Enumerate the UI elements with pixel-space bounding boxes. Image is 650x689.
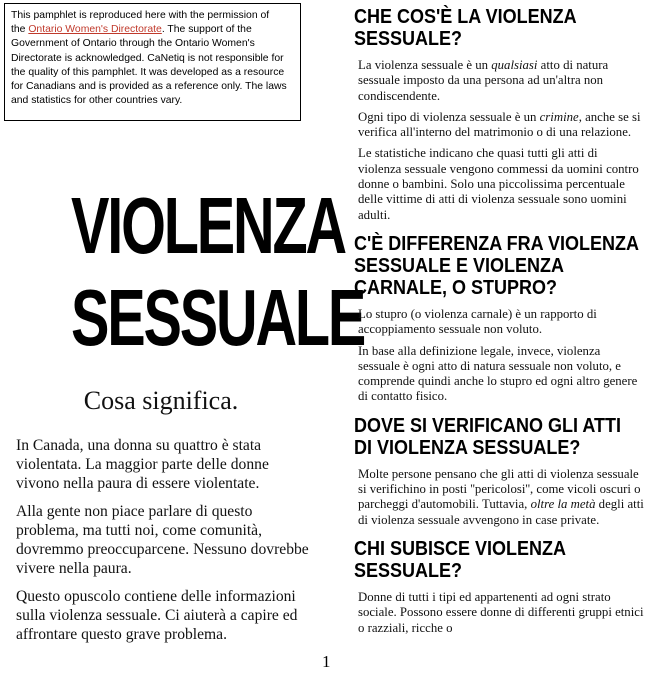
- section-heading: C'È DIFFERENZA FRA VIOLENZA SESSUALE E VIOLENZA CARNALE, O STUPRO?: [354, 232, 639, 299]
- section-heading: CHE COS'È LA VIOLENZA SESSUALE?: [354, 6, 576, 50]
- ontario-womens-directorate-link[interactable]: Ontario Women's Directorate: [28, 24, 162, 36]
- cover-title-line1: VIOLENZA: [71, 181, 345, 270]
- notice-text-prelink: the: [11, 24, 29, 36]
- text-run: Molte persone pensano che gli atti di violenza sessuale si verifichino in posti ''pericolosi'', come vicoli oscuri o parcheggi d'automobili. Tuttavia,: [358, 466, 641, 512]
- section-paragraph: [354, 58, 644, 104]
- intro-paragraph-2: Alla gente non piace parlare di questo problema, ma tutti noi, come comunità, dovremmo preoccuparcene. Nessuno dovrebbe vivere nella paura.: [16, 503, 309, 577]
- section-paragraph: Le statistiche indicano che quasi tutti gli atti di violenza sessuale vengono commessi da uomini contro donne o bambini. Solo una piccolissima percentuale delle vittime di atti di violenza sessuale sono uomini adulti.: [358, 146, 639, 222]
- section-heading: DOVE SI VERIFICANO GLI ATTI DI VIOLENZA SESSUALE?: [354, 414, 622, 459]
- permission-notice: [4, 3, 301, 121]
- cover-column: [0, 130, 365, 685]
- emphasis: oltre la metà: [530, 497, 596, 512]
- section-heading: CHI SUBISCE VIOLENZA SESSUALE?: [354, 537, 566, 582]
- section-paragraph: In base alla definizione legale, invece, violenza sessuale è ogni atto di natura sessuale non voluto, e comprende quindi anche lo stupro ed ogni altro genere di contatto fisico.: [358, 343, 638, 404]
- text-run: Ogni tipo di violenza sessuale è un: [358, 109, 540, 124]
- intro-text: [16, 436, 314, 653]
- text-run: degli atti di violenza sessuale avvengono in case private.: [358, 497, 644, 527]
- text-run: La violenza sessuale è un: [358, 58, 492, 72]
- text-run: , anche se si verifica all'interno del matrimonio o di una relazione.: [358, 109, 641, 140]
- content-column: [354, 6, 644, 646]
- page-number: 1: [322, 652, 331, 671]
- intro-paragraph-1: In Canada, una donna su quattro è stata violentata. La maggior parte delle donne vivono nella paura di essere violentate.: [16, 437, 269, 492]
- section-paragraph: [354, 467, 644, 528]
- section-paragraph: [354, 110, 644, 141]
- section-where: [354, 415, 644, 528]
- section-what-is: [354, 6, 644, 223]
- section-paragraph: Donne di tutti i tipi ed appartenenti ad ogni strato sociale. Possono essere donne di differenti gruppi etnici o razziali, ricche o: [358, 589, 644, 635]
- intro-paragraph-3: Questo opuscolo contiene delle informazioni sulla violenza sessuale. Ci aiuterà a capire ed affrontare questo grave problema.: [16, 588, 298, 643]
- cover-title-line2: SESSUALE: [71, 273, 365, 362]
- emphasis: qualsiasi: [491, 58, 538, 72]
- text-run: atto di natura sessuale imposto da una persona ad un'altra non condiscendente.: [358, 58, 609, 103]
- section-paragraph: Lo stupro (o violenza carnale) è un rapporto di accoppiamento sessuale non voluto.: [358, 306, 597, 337]
- notice-text-rest: . The support of the Government of Ontario through the Ontario Women's Directorate is acknowledged. CaNetiq is not responsible for the quality of this pamphlet. It was developed as a resource for Canadians and is provided as a reference only. The laws and statistics for other countries vary.: [11, 24, 287, 107]
- cover-subtitle: Cosa significa.: [83, 386, 239, 415]
- emphasis: crimine: [539, 109, 579, 124]
- notice-text-line1: This pamphlet is reproduced here with the permission of: [11, 10, 270, 21]
- section-difference: [354, 233, 644, 405]
- section-who: [354, 538, 644, 636]
